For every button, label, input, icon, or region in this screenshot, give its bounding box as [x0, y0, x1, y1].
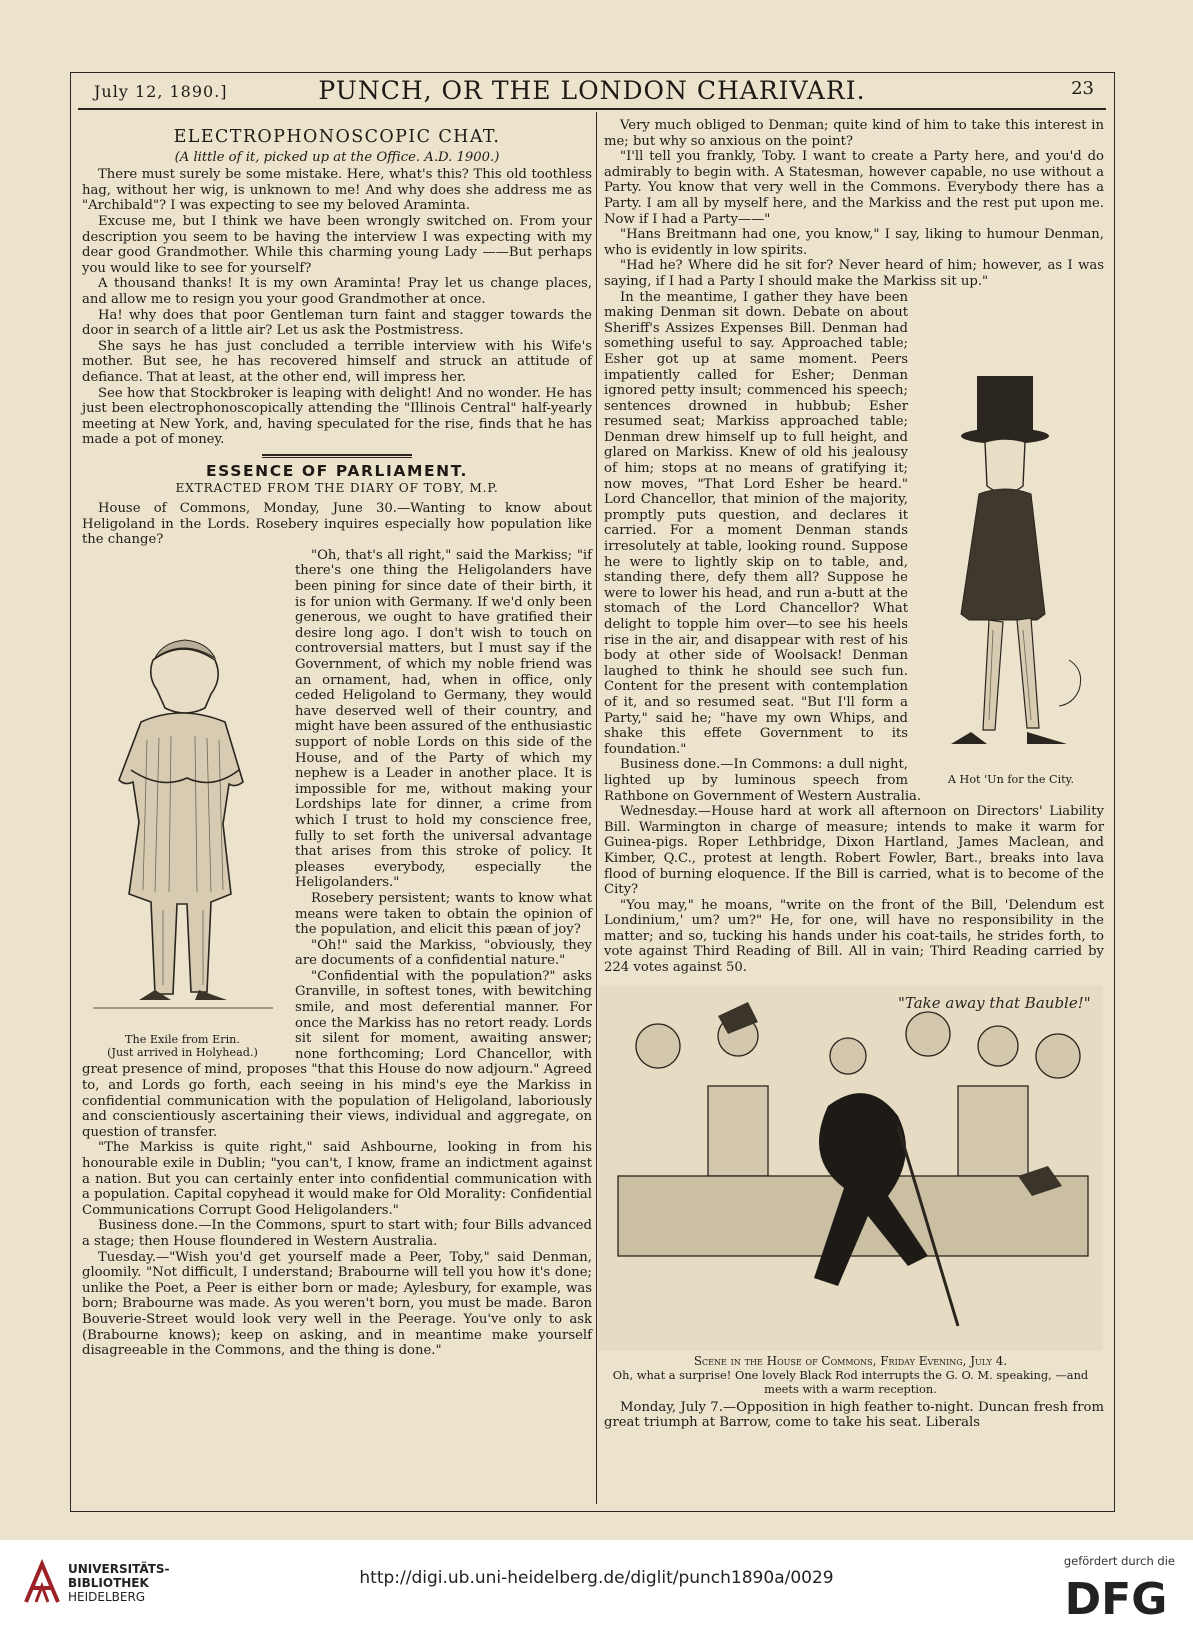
essence-paragraph: "You may," he moans, "write on the front of the Bill, 'Delendum est Londinium,' um? um?" He, for one, will have no responsibility in the matter; and so, tucking his hands under his coat-tails, he strides forth, to vote against Third Reading of Bill. All in vain; Third Reading carried by 224 votes against 50.	[604, 897, 1104, 976]
masthead-title: PUNCH, OR THE LONDON CHARIVARI.	[318, 76, 866, 105]
scene-caption: Scene in the House of Commons, Friday Evening, July 4.	[693, 1353, 1008, 1368]
hotun-figure-drawing	[919, 370, 1103, 770]
chat-title: ELECTROPHONOSCOPIC CHAT.	[173, 127, 501, 147]
essence-title: ESSENCE OF PARLIAMENT.	[205, 461, 469, 480]
section-separator	[262, 454, 412, 458]
chat-subtitle: (A little of it, picked up at the Office. A.D. 1900.)	[174, 149, 500, 165]
essence-paragraph: Monday, July 7.—Opposition in high feather to-night. Duncan fresh from great triumph at Barrow, come to take his seat. Liberals	[604, 1399, 1104, 1431]
essence-paragraph: In the meantime, I gather they have been making Denman sit down. Debate on about Sheriff's Assizes Expenses Bill. Denman had something useful to say. Approached table; Esher got up at same moment. Peers impatiently called for Esher; Denman ignored petty insult; commenced his speech; sentences drowned in hubbub; Esher resumed seat; Markiss approached table; Denman drew himself up to full height, and glared on Markiss. Knew of old his jealousy of him; stops at no means of gratifying it; now moves, "That Lord Esher be heard." Lord Chancellor, that minion of the majority, promptly puts question, and declares it carried. For a moment Denman stands irresolutely at table, looking round. Suppose he were to lightly skip on to table, and, standing there, defy them all? Suppose he were to lower his head, and run a-butt at the stomach of the Lord Chancellor? What delight to topple him over—to see his heels rise in the air, and disappear with rest of his body at other side of Woolsack! Denman laughed to think he should see such fun. Content for the present with contemplation of it, and so resumed seat. "But I'll form a Party," said he; "have my own Whips, and shake this effete Government to its foundation."	[604, 289, 908, 757]
essence-paragraph: "Oh, that's all right," said the Markiss; "if there's one thing the Heligolanders have been pining for since date of their birth, it is for union with Germany. If we'd only been generous, we ought to have gratified their desire long ago. I don't wish to touch on controversial matters, but I must say if the Government, of which my noble friend was an ornament, had, when in office, only ceded Heligoland to Germany, they would have deserved well of their country, and might have been assured of the enthusiastic support of noble Lords on this side of the House, and of the Party of which my nephew is a Leader in another place. It is impossible for me, without making your Lordships late for dinner, a crime from which I trust to hold my conscience free, fully to set forth the universal advantage that arises from this stroke of policy. It pleases everybody, especially the Heligolanders."	[295, 547, 592, 891]
issue-date: July 12, 1890.]	[94, 82, 228, 101]
permalink-url[interactable]: http://digi.ub.uni-heidelberg.de/diglit/punch1890a/0029	[359, 1568, 834, 1588]
essence-paragraph: House of Commons, Monday, June 30.—Wanting to know about Heligoland in the Lords. Rosebery inquires especially how population like the change?	[82, 501, 592, 548]
exile-subcaption: (Just arrived in Holyhead.)	[107, 1045, 258, 1059]
essence-paragraph: "I'll tell you frankly, Toby. I want to create a Party here, and you'd do admirably to begin with. A Statesman, however capable, no use without a Party. You know that very well in the Commons. Everybody there has a Party. I am all by myself here, and the Markiss and the rest put upon me. Now if I had a Party——"	[604, 149, 1104, 227]
library-line-3: HEIDELBERG	[68, 1590, 146, 1604]
essence-paragraph: Business done.—In Commons: a dull night, lighted up by luminous speech from Rathbone on Government of Western Australia.	[604, 757, 922, 804]
essence-paragraph: "The Markiss is quite right," said Ashbourne, looking in from his honourable exile in Dublin; "you can't, I know, frame an indictment against a nation. But you can certainly enter into confidential communication with a population. Capital copyhead it would make for Old Morality: Confidential Communications Corrupt Good Heligolanders."	[82, 1140, 592, 1218]
dfg-logo-text: DFG	[1064, 1574, 1168, 1620]
scene-subcaption: Oh, what a surprise! One lovely Black Rod interrupts the G. O. M. speaking, —and meets with a warm reception.	[612, 1367, 1089, 1396]
essence-paragraph: Business done.—In the Commons, spurt to start with; four Bills advanced a stage; then House floundered in Western Australia.	[82, 1218, 592, 1249]
chat-paragraph: Ha! why does that poor Gentleman turn faint and stagger towards the door in search of a little air? Let us ask the Postmistress.	[82, 307, 592, 339]
essence-paragraph: "Had he? Where did he sit for? Never heard of him; however, as I was saying, if I had a Party I should make the Markiss sit up."	[604, 258, 1104, 289]
essence-paragraph: Tuesday.—"Wish you'd get yourself made a Peer, Toby," said Denman, gloomily. "Not difficult, I understand; Brabourne will tell you how it's done; unlike the Poet, a Peer is either born or made; Aylesbury, for example, was born; Brabourne was made. As you weren't born, you must be made. Baron Bouverie-Street would look very well in the Peerage. You've only to ask (Brabourne knows); keep on asking, and in meantime make yourself disagreeable in the Commons, and the thing is done."	[82, 1249, 592, 1359]
essence-paragraph: Rosebery persistent; wants to know what means were taken to obtain the opinion of the population, and elicit this pæan of joy?	[295, 890, 592, 938]
exile-figure-drawing	[83, 630, 283, 1030]
right-column	[604, 118, 1104, 1431]
chat-paragraph: There must surely be some mistake. Here, what's this? This old toothless hag, without her wig, is unknown to me! And why does she address me as "Archibald"? I was expecting to see my beloved Araminta.	[82, 167, 592, 214]
house-scene-illustration	[598, 986, 1103, 1396]
essence-paragraph: "Confidential with the population?" asks Granville, in softest tones, with bewitching smile, and most deferential manner. For once the Markiss has no retort ready. Lords sit silent for moment, awaiting answer; none forthcoming; Lord Chancellor, with great presence of mind, proposes "that this House do now adjourn." Agreed to, and Lords go forth, each seeing in his mind's eye the Markiss in confidential communication with the population of Heligoland, laboriously and conscientiously ascertaining their views, individual and aggregate, on question of transfer.	[82, 968, 592, 1140]
essence-paragraph: "Oh!" said the Markiss, "obviously, they are documents of a confidential nature."	[295, 937, 592, 969]
chat-paragraph: A thousand thanks! It is my own Araminta! Pray let us change places, and allow me to resign you your good Grandmother at once.	[82, 276, 592, 307]
library-line-2: BIBLIOTHEK	[68, 1576, 149, 1590]
essence-paragraph: Wednesday.—House hard at work all afternoon on Directors' Liability Bill. Warmington in charge of measure; intends to make it warm for Guinea-pigs. Roper Lethbridge, Dixon Hartland, James Maclean, and Kimber, Q.C., protest at length. Robert Fowler, Bart., breaks into lava flood of burning eloquence. If the Bill is carried, what is to become of the City?	[604, 804, 1104, 898]
dfg-logo-icon	[1061, 1572, 1171, 1620]
chat-paragraph: Excuse me, but I think we have been wrongly switched on. From your description you seem to be having the interview I was expecting with my dear good Grandmother. While this charming young Lady ——But perhaps you would like to see for yourself?	[82, 213, 592, 276]
page-header	[78, 74, 1106, 110]
funded-by-label: gefördert durch die	[1063, 1554, 1175, 1568]
page-number: 23	[1071, 78, 1094, 99]
chat-paragraph: See how that Stockbroker is leaping with delight! And no wonder. He has just been electrophonoscopically attending the "Illinois Central" half-yearly meeting at New York, and, having speculated for the rise, finds that he has made a pot of money.	[82, 385, 592, 448]
exile-illustration	[80, 630, 285, 1059]
column-divider	[596, 112, 597, 1504]
library-line-1: UNIVERSITÄTS-	[68, 1562, 170, 1576]
digitization-footer	[0, 1540, 1193, 1632]
essence-paragraph: "Hans Breitmann had one, you know," I say, liking to humour Denman, who is evidently in low spirits.	[604, 227, 1104, 258]
cartoon-speech-text: "Take away that Bauble!"	[898, 993, 1091, 1012]
essence-subtitle: EXTRACTED FROM THE DIARY OF TOBY, M.P.	[175, 481, 499, 496]
exile-caption: The Exile from Erin.	[125, 1032, 240, 1046]
house-scene-drawing	[598, 986, 1103, 1351]
left-column	[82, 118, 592, 1359]
essence-paragraph: Very much obliged to Denman; quite kind of him to take this interest in me; but why so anxious on the point?	[604, 118, 1104, 149]
chat-paragraph: She says he has just concluded a terrible interview with his Wife's mother. But see, he has recovered himself and struck an attitude of defiance. That at least, at the other end, will impress her.	[82, 338, 592, 385]
hotun-caption: A Hot 'Un for the City.	[947, 772, 1075, 786]
hotun-illustration	[918, 370, 1104, 786]
